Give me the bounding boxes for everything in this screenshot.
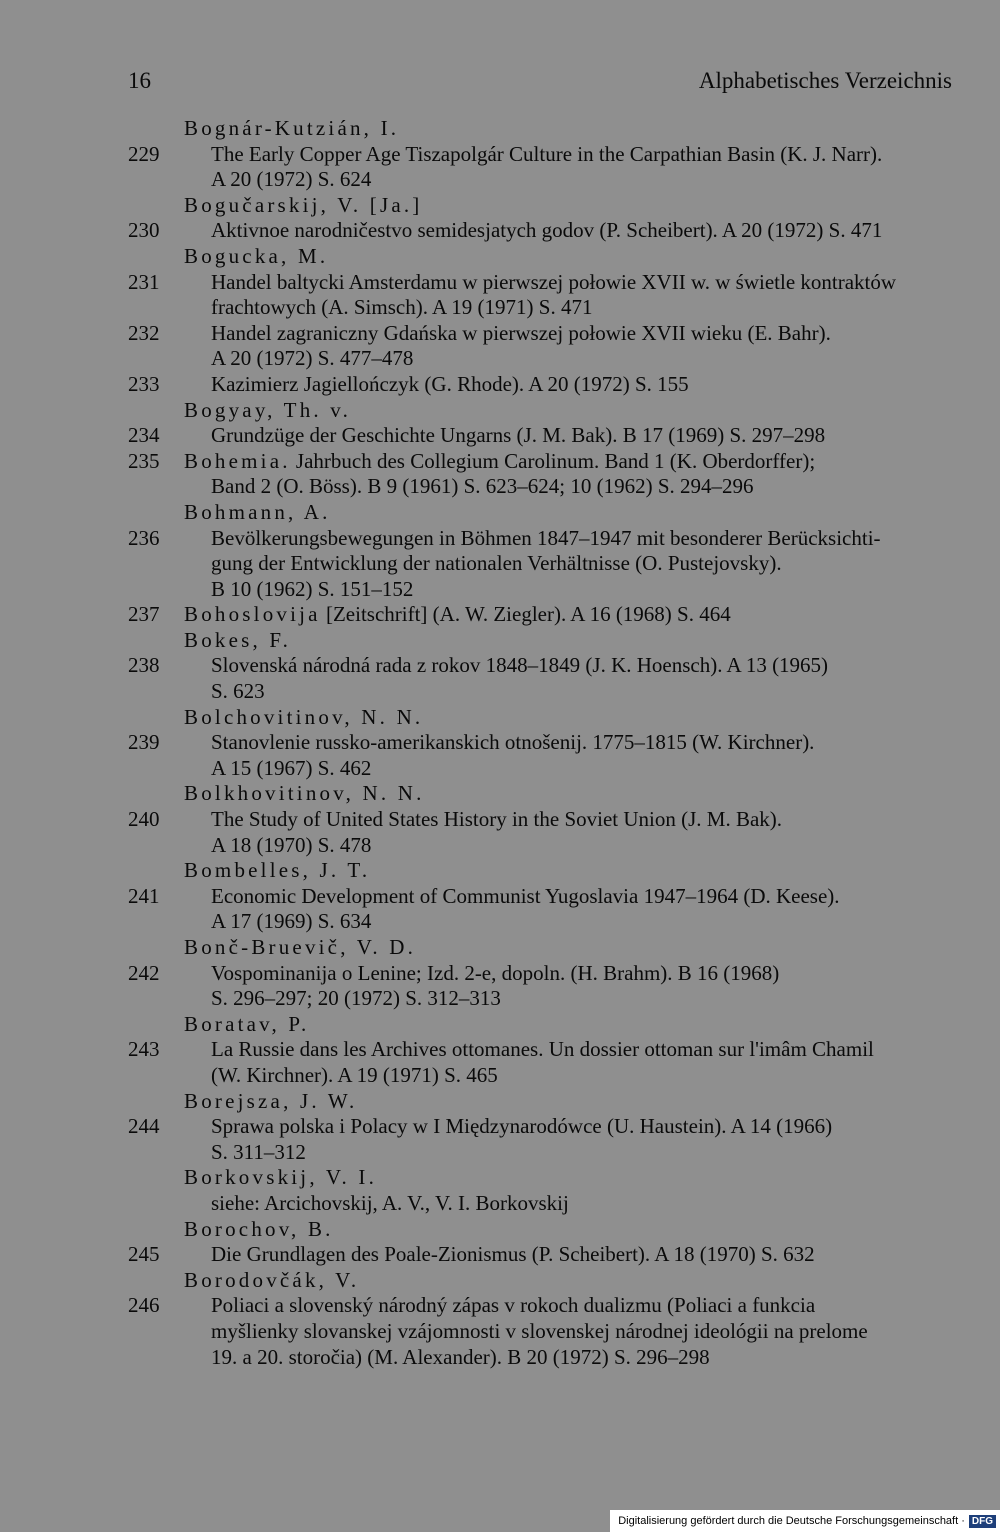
index-entry <box>0 1037 1000 1088</box>
entry-number: 234 <box>128 423 160 448</box>
footer-credit <box>610 1510 1000 1532</box>
index-entry <box>0 602 1000 628</box>
index-entry <box>0 1293 1000 1370</box>
entry-line: Sprawa polska i Polacy w I Międzynarodówce (U. Haustein). A 14 (1966) <box>211 1114 833 1139</box>
index-entry <box>0 807 1000 858</box>
index-entry <box>0 142 1000 193</box>
entry-line: A 15 (1967) S. 462 <box>211 755 372 780</box>
author-name: Bogucka, M. <box>184 243 329 268</box>
footer-text: Digitalisierung gefördert durch die Deutsche Forschungsgemeinschaft · <box>618 1515 965 1527</box>
index-entry <box>0 372 1000 398</box>
entry-line: frachtowych (A. Simsch). A 19 (1971) S. 471 <box>211 295 593 320</box>
author-name: Bombelles, J. T. <box>184 858 371 883</box>
author-heading <box>0 1012 1000 1038</box>
journal-heading: Bohemia. <box>184 448 291 473</box>
entry-number: 235 <box>128 448 160 473</box>
entry-line: B 10 (1962) S. 151–152 <box>211 576 414 601</box>
entry-line: Slovenská národná rada z rokov 1848–1849 (J. K. Hoensch). A 13 (1965) <box>211 653 829 678</box>
author-heading <box>0 1268 1000 1294</box>
entry-line: myšlienky slovanskej vzájomnosti v slovenskej národnej ideológii na prelome <box>211 1318 868 1343</box>
author-name: Bogyay, Th. v. <box>184 397 352 422</box>
author-heading <box>0 244 1000 270</box>
entry-line: Economic Development of Communist Yugoslavia 1947–1964 (D. Keese). <box>211 883 840 908</box>
author-heading <box>0 935 1000 961</box>
entry-number: 230 <box>128 218 160 243</box>
entry-number: 245 <box>128 1242 160 1267</box>
author-heading <box>0 705 1000 731</box>
page-number: 16 <box>128 68 151 93</box>
index-entry <box>0 449 1000 500</box>
entry-line: A 20 (1972) S. 624 <box>211 167 372 192</box>
entry-line: Bevölkerungsbewegungen in Böhmen 1847–1947 mit besonderer Berücksichti- <box>211 525 881 550</box>
entry-line: S. 311–312 <box>211 1139 306 1164</box>
entry-line: Handel baltycki Amsterdamu w pierwszej połowie XVII w. w świetle kontraktów <box>211 269 897 294</box>
entry-line <box>184 449 970 475</box>
author-heading <box>0 398 1000 424</box>
entry-number: 232 <box>128 320 160 345</box>
index-entry <box>0 526 1000 603</box>
entry-line: Poliaci a slovenský národný zápas v rokoch dualizmu (Poliaci a funkcia <box>211 1293 816 1318</box>
author-name: Bolkhovitinov, N. N. <box>184 781 425 806</box>
author-name: Bognár-Kutzián, I. <box>184 116 400 140</box>
entry-number: 241 <box>128 883 160 908</box>
journal-heading: Bohoslovija <box>184 602 321 627</box>
index-entry <box>0 730 1000 781</box>
author-name: Bonč-Bruevič, V. D. <box>184 935 417 959</box>
entry-line <box>184 602 970 628</box>
entry-line: The Study of United States History in the Soviet Union (J. M. Bak). <box>211 807 783 832</box>
author-heading <box>0 1165 1000 1191</box>
author-heading <box>0 1217 1000 1243</box>
entry-line: The Early Copper Age Tiszapolgár Culture in the Carpathian Basin (K. J. Narr). <box>211 141 883 166</box>
entry-line: Handel zagraniczny Gdańska w pierwszej połowie XVII wieku (E. Bahr). <box>211 320 831 345</box>
entry-text: Jahrbuch des Collegium Carolinum. Band 1 (K. Oberdorffer); <box>295 448 816 473</box>
index-entry <box>0 270 1000 321</box>
index-entry <box>0 653 1000 704</box>
author-heading <box>0 858 1000 884</box>
entry-line: Die Grundlagen des Poale-Zionismus (P. Scheibert). A 18 (1970) S. 632 <box>211 1242 815 1267</box>
entry-line: Grundzüge der Geschichte Ungarns (J. M. Bak). B 17 (1969) S. 297–298 <box>211 423 826 448</box>
entry-line: (W. Kirchner). A 19 (1971) S. 465 <box>211 1062 498 1087</box>
index-entry <box>0 1114 1000 1165</box>
entry-number: 231 <box>128 269 160 294</box>
author-name: Borodovčák, V. <box>184 1267 360 1292</box>
entry-line: gung der Entwicklung der nationalen Verhältnisse (O. Pustejovsky). <box>211 551 782 576</box>
entry-line: A 18 (1970) S. 478 <box>211 832 372 857</box>
entry-number: 243 <box>128 1037 160 1062</box>
entry-number: 239 <box>128 730 160 755</box>
entry-line: A 17 (1969) S. 634 <box>211 909 372 934</box>
entry-line: S. 623 <box>211 679 265 704</box>
entry-number: 237 <box>128 602 160 627</box>
entry-number: 244 <box>128 1114 160 1139</box>
index-entry <box>0 1191 1000 1217</box>
entry-number: 236 <box>128 525 160 550</box>
entry-number: 240 <box>128 807 160 832</box>
index-entries <box>0 116 1000 1370</box>
entry-number: 238 <box>128 653 160 678</box>
entry-line: Aktivnoe narodničestvo semidesjatych godov (P. Scheibert). A 20 (1972) S. 471 <box>211 218 883 243</box>
author-name: Borochov, B. <box>184 1216 334 1241</box>
author-heading <box>0 781 1000 807</box>
author-heading <box>0 1089 1000 1115</box>
author-name: Borejsza, J. W. <box>184 1088 358 1113</box>
author-name: Bogučarskij, V. [Ja.] <box>184 192 423 217</box>
entry-line: Vospominanija o Lenine; Izd. 2-e, dopoln. (H. Brahm). B 16 (1968) <box>211 960 780 985</box>
entry-text: [Zeitschrift] (A. W. Ziegler). A 16 (1968) S. 464 <box>325 602 731 627</box>
entry-line: Band 2 (O. Böss). B 9 (1961) S. 623–624; 10 (1962) S. 294–296 <box>211 474 754 499</box>
author-heading <box>0 116 1000 142</box>
author-name: Borkovskij, V. I. <box>184 1165 378 1190</box>
entry-number: 242 <box>128 960 160 985</box>
author-name: Bokes, F. <box>184 627 292 652</box>
entry-line: siehe: Arcichovskij, A. V., V. I. Borkovskij <box>211 1190 569 1215</box>
index-entry <box>0 423 1000 449</box>
author-name: Bohmann, A. <box>184 499 331 524</box>
author-heading <box>0 500 1000 526</box>
entry-line: S. 296–297; 20 (1972) S. 312–313 <box>211 986 501 1011</box>
dfg-logo: DFG <box>969 1515 996 1528</box>
entry-number: 229 <box>128 141 160 166</box>
index-entry <box>0 218 1000 244</box>
index-entry <box>0 884 1000 935</box>
entry-line: A 20 (1972) S. 477–478 <box>211 346 414 371</box>
author-heading <box>0 193 1000 219</box>
entry-number: 246 <box>128 1293 160 1318</box>
running-title: Alphabetisches Verzeichnis <box>698 68 952 93</box>
author-heading <box>0 628 1000 654</box>
entry-line: Stanovlenie russko-amerikanskich otnošenij. 1775–1815 (W. Kirchner). <box>211 730 815 755</box>
entry-number: 233 <box>128 371 160 396</box>
index-entry <box>0 1242 1000 1268</box>
author-name: Bolchovitinov, N. N. <box>184 704 424 729</box>
entry-line: Kazimierz Jagiellończyk (G. Rhode). A 20 (1972) S. 155 <box>211 371 689 396</box>
entry-line: La Russie dans les Archives ottomanes. Un dossier ottoman sur l'imâm Chamil <box>211 1037 874 1062</box>
index-entry <box>0 321 1000 372</box>
author-name: Boratav, P. <box>184 1011 310 1036</box>
entry-line: 19. a 20. storočia) (M. Alexander). B 20 (1972) S. 296–298 <box>211 1344 710 1369</box>
index-entry <box>0 961 1000 1012</box>
